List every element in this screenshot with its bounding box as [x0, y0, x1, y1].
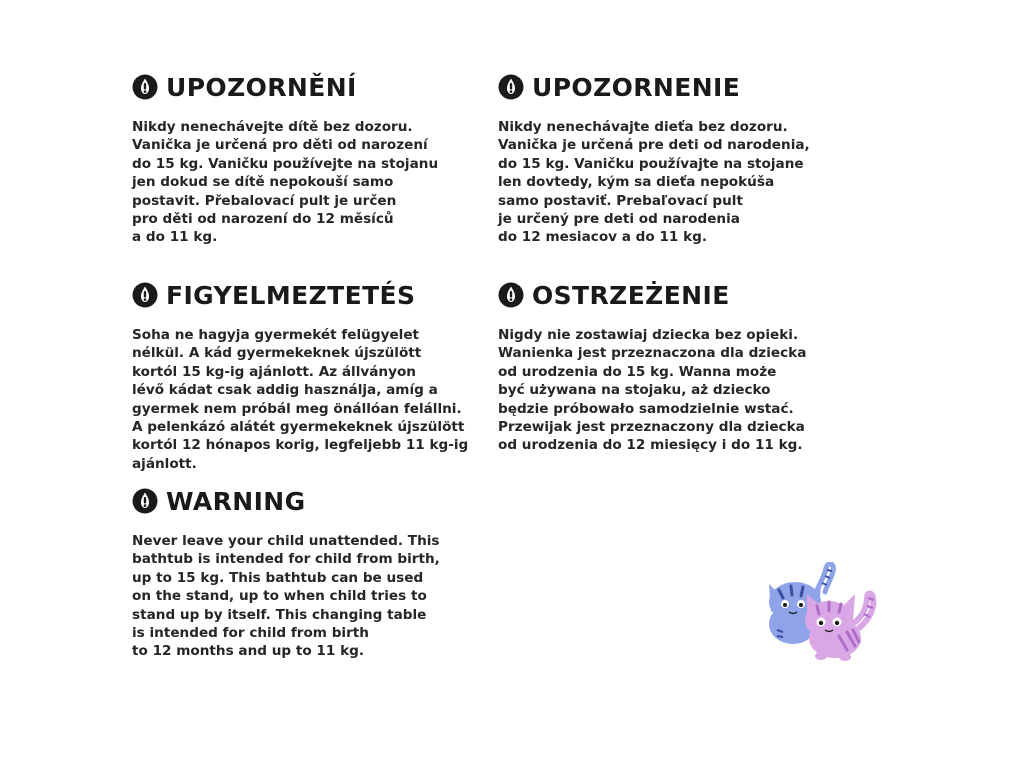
section-cz	[132, 70, 477, 247]
body-line: postavit. Přebalovací pult je určen	[132, 192, 397, 209]
section-title: FIGYELMEZTETÉS	[166, 280, 416, 310]
body-line: od urodzenia do 15 kg. Wanna może	[498, 363, 777, 380]
section-title: UPOZORNENIE	[532, 72, 741, 102]
body-line: do 15 kg. Vaničku používajte na stojane	[498, 155, 804, 172]
section-body	[132, 532, 477, 661]
warning-exclamation-icon	[132, 488, 158, 514]
body-line: len dovtedy, kým sa dieťa nepokúša	[498, 174, 775, 191]
body-line: Vanička je určená pre deti od narodenia,	[498, 137, 810, 154]
body-line: Przewijak jest przeznaczony dla dziecka	[498, 419, 805, 436]
body-line: pro děti od narození do 12 měsíců	[132, 211, 394, 228]
body-line: je určený pre deti od narodenia	[498, 211, 740, 228]
body-line: is intended for child from birth	[132, 625, 369, 642]
body-line: do 15 kg. Vaničku používejte na stojanu	[132, 155, 439, 172]
warning-exclamation-icon	[132, 282, 158, 308]
body-line: Nikdy nenechávejte dítě bez dozoru.	[132, 119, 413, 135]
section-heading	[132, 278, 477, 312]
body-line: samo postaviť. Prebaľovací pult	[498, 192, 743, 209]
body-line: nélkül. A kád gyermekeknek újszülött	[132, 345, 422, 362]
section-body	[498, 326, 843, 455]
section-sk	[498, 70, 843, 247]
section-body	[132, 118, 477, 247]
warning-exclamation-icon	[498, 74, 524, 100]
body-line: Nigdy nie zostawiaj dziecka bez opieki.	[498, 327, 799, 343]
section-en	[132, 484, 477, 661]
section-heading	[132, 484, 477, 518]
section-body	[132, 326, 477, 473]
cats-illustration	[755, 562, 885, 667]
body-line: a do 11 kg.	[132, 229, 218, 246]
body-line: bathtub is intended for child from birth,	[132, 551, 440, 568]
section-heading	[498, 278, 843, 312]
body-line: być używana na stojaku, aż dziecko	[498, 382, 771, 399]
body-line: Nikdy nenechávajte dieťa bez dozoru.	[498, 119, 788, 135]
body-line: Vanička je určená pro děti od narození	[132, 137, 428, 154]
body-line: Soha ne hagyja gyermekét felügyelet	[132, 327, 420, 343]
body-line: jen dokud se dítě nepokouší samo	[132, 174, 394, 191]
body-line: lévő kádat csak addig használja, amíg a	[132, 382, 438, 399]
body-line: gyermek nem próbál meg önállóan felállni.	[132, 400, 462, 417]
warning-exclamation-icon	[132, 74, 158, 100]
body-line: Never leave your child unattended. This	[132, 533, 440, 549]
section-body	[498, 118, 843, 247]
body-line: up to 15 kg. This bathtub can be used	[132, 569, 424, 586]
section-pl	[498, 278, 843, 455]
body-line: do 12 mesiacov a do 11 kg.	[498, 229, 708, 246]
section-title: OSTRZEŻENIE	[532, 280, 730, 310]
body-line: to 12 months and up to 11 kg.	[132, 643, 365, 660]
section-heading	[498, 70, 843, 104]
body-line: Wanienka jest przeznaczona dla dziecka	[498, 345, 807, 362]
section-title: WARNING	[166, 486, 306, 516]
section-title: UPOZORNĚNÍ	[166, 72, 357, 102]
body-line: A pelenkázó alátét gyermekeknek újszülött	[132, 419, 465, 436]
body-line: kortól 15 kg-ig ajánlott. Az állványon	[132, 363, 416, 380]
body-line: ajánlott.	[132, 455, 197, 472]
body-line: stand up by itself. This changing table	[132, 606, 427, 623]
body-line: będzie próbowało samodzielnie wstać.	[498, 400, 794, 417]
warning-exclamation-icon	[498, 282, 524, 308]
section-hu	[132, 278, 477, 473]
body-line: od urodzenia do 12 miesięcy i do 11 kg.	[498, 437, 803, 454]
body-line: kortól 12 hónapos korig, legfeljebb 11 kg-ig	[132, 437, 469, 454]
pink-cat-icon	[805, 594, 874, 662]
body-line: on the stand, up to when child tries to	[132, 588, 427, 605]
section-heading	[132, 70, 477, 104]
